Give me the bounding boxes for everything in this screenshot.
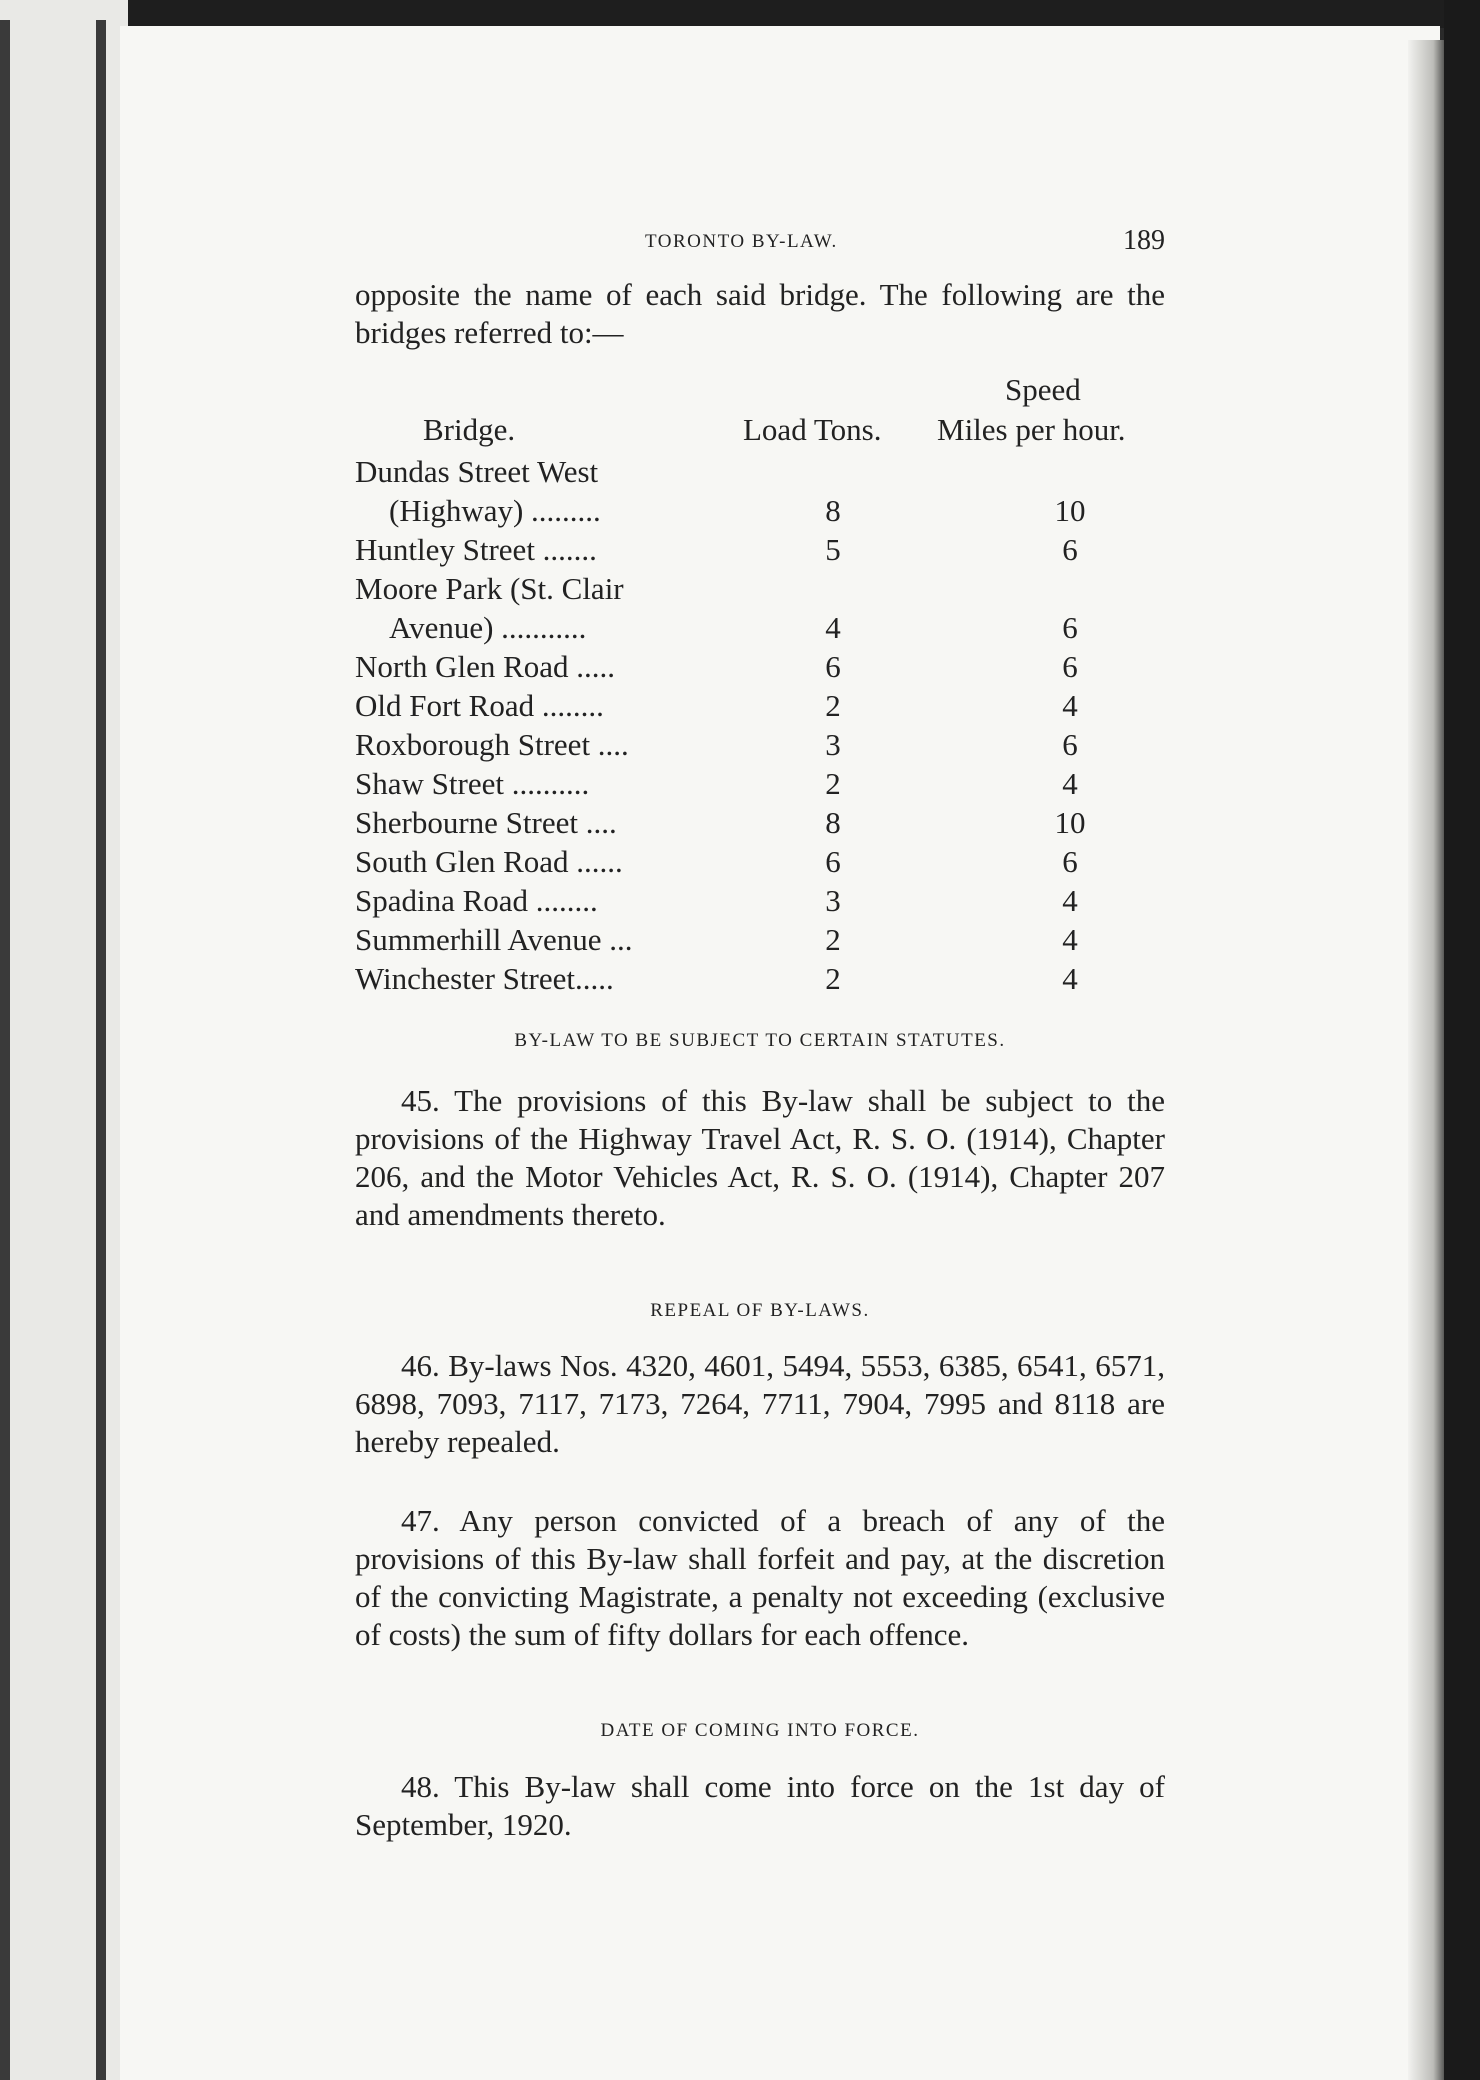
bridge-name-continued: (Highway) ......... [389,493,601,528]
section-48-text: 48. This By-law shall come into force on the 1st day of September, 1920. [355,1769,1165,1842]
load-tons: 8 [825,805,841,840]
table-row [355,764,1165,803]
speed-mph: 10 [1054,805,1086,840]
table-row [355,803,1165,842]
running-title: TORONTO BY-LAW. [645,231,838,252]
table-row [355,569,1165,647]
load-tons: 3 [825,727,841,762]
speed-mph: 4 [1062,922,1078,957]
speed-mph: 4 [1062,688,1078,723]
load-tons: 2 [825,961,841,996]
load-tons: 6 [825,649,841,684]
bridge-table [355,452,1165,998]
column-header-speed: Speed [1005,372,1081,407]
bridge-name: Sherbourne Street .... [355,805,617,840]
load-tons: 8 [825,493,841,528]
table-row [355,920,1165,959]
scan-left-border [0,20,10,2080]
speed-mph: 10 [1054,493,1086,528]
scan-right-border [1444,0,1480,2080]
bridge-name: North Glen Road ..... [355,649,616,684]
section-47-text: 47. Any person convicted of a breach of any of the provisions of this By-law shall forfeit and pay, at the discretion of the convicting Magistrate, a penalty not exceeding (exclusive of costs) the sum of fifty dollars for each offence. [355,1503,1165,1652]
table-row [355,647,1165,686]
bridge-name-continued: Avenue) ........... [389,610,587,645]
bridge-table-header [355,372,1165,452]
table-row [355,686,1165,725]
running-head [355,225,1165,265]
bridge-name: Moore Park (St. Clair [355,571,624,606]
section-45-text: 45. The provisions of this By-law shall be subject to the provisions of the Highway Travel Act, R. S. O. (1914), Chapter 206, and the Motor Vehicles Act, R. S. O. (1914), Chapter 207 and amendments thereto. [355,1083,1165,1232]
table-row [355,959,1165,998]
bridge-name: South Glen Road ...... [355,844,623,879]
table-row [355,725,1165,764]
bridge-name: Shaw Street .......... [355,766,590,801]
speed-mph: 6 [1062,610,1078,645]
book-gutter [96,20,106,2080]
page-edge-shadow [1408,40,1444,2080]
load-tons: 2 [825,766,841,801]
load-tons: 6 [825,844,841,879]
table-row [355,530,1165,569]
table-row [355,842,1165,881]
speed-mph: 6 [1062,532,1078,567]
section-heading-statutes: BY-LAW TO BE SUBJECT TO CERTAIN STATUTES. [514,1030,1006,1051]
load-tons: 5 [825,532,841,567]
speed-mph: 6 [1062,649,1078,684]
bridge-name: Old Fort Road ........ [355,688,604,723]
speed-mph: 6 [1062,844,1078,879]
load-tons: 2 [825,688,841,723]
bridge-name: Spadina Road ........ [355,883,598,918]
load-tons: 4 [825,610,841,645]
speed-mph: 4 [1062,961,1078,996]
page-number: 189 [1123,225,1165,256]
intro-paragraph: opposite the name of each said bridge. The following are the bridges referred to:— [355,277,1165,350]
load-tons: 2 [825,922,841,957]
column-header-bridge: Bridge. [423,412,516,447]
section-heading-coming-into-force: DATE OF COMING INTO FORCE. [600,1720,920,1741]
table-row [355,452,1165,530]
section-heading-repeal: REPEAL OF BY-LAWS. [650,1300,870,1321]
load-tons: 3 [825,883,841,918]
bridge-name: Huntley Street ....... [355,532,597,567]
bridge-name: Roxborough Street .... [355,727,629,762]
bridge-name: Winchester Street..... [355,961,614,996]
bridge-name: Summerhill Avenue ... [355,922,633,957]
column-header-load: Load Tons. [743,412,882,447]
column-header-miles-per-hour: Miles per hour. [937,412,1126,447]
facing-page-edge [0,0,128,2080]
speed-mph: 4 [1062,766,1078,801]
table-row [355,881,1165,920]
page-content [355,0,1165,2080]
section-46-text: 46. By-laws Nos. 4320, 4601, 5494, 5553, 6385, 6541, 6571, 6898, 7093, 7117, 7173, 7264, 7711, 7904, 7995 and 8118 are hereby repealed. [355,1348,1165,1459]
speed-mph: 4 [1062,883,1078,918]
bridge-name: Dundas Street West [355,454,599,489]
speed-mph: 6 [1062,727,1078,762]
